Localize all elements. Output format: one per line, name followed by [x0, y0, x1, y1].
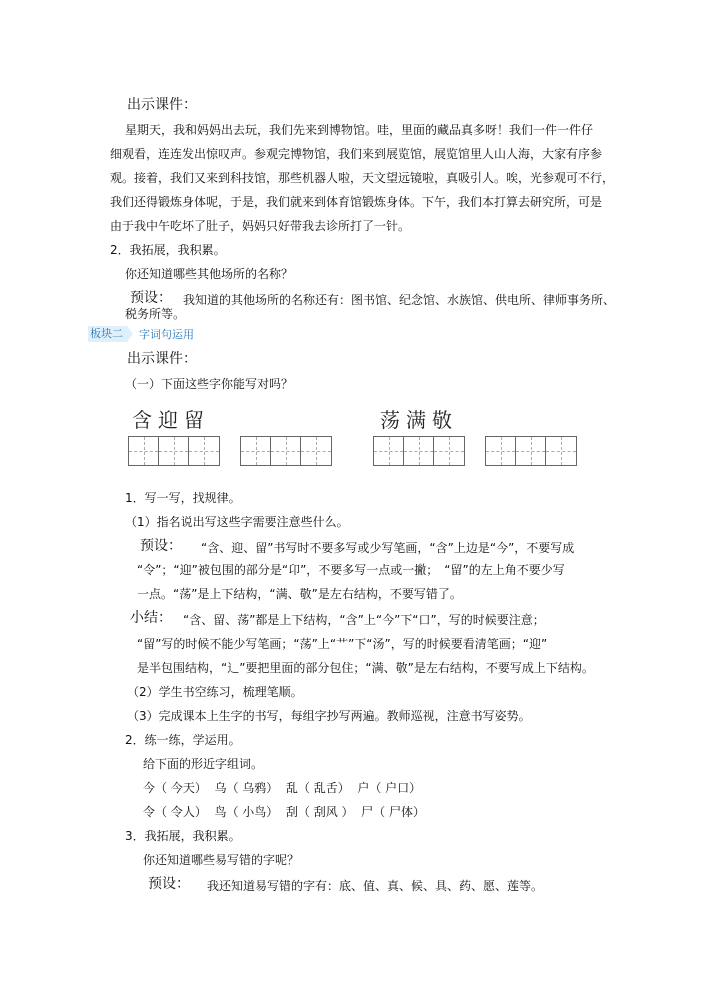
- grid-cell: [159, 437, 189, 465]
- preset-label: 预设：: [140, 538, 182, 554]
- item-1-1: （1）指名说出写这些字需要注意些什么。: [125, 515, 349, 529]
- grid-cell: [189, 437, 219, 465]
- preset-line-2: “令”；“迎”被包围的部分是“卬”，不要多写一点或一撇； “留”的左上角不要少写: [137, 563, 565, 577]
- grid-cell: [301, 437, 331, 465]
- item-2-heading: 2．我拓展，我积累。: [110, 243, 226, 257]
- summary-line-3: 是半包围结构，“辶”要把里面的部分包住；“满、敬”是左右结构，不要写成上下结构。: [137, 661, 594, 675]
- word-row-2: 令（ 令人） 鸟（ 小鸟） 刮（ 刮风 ） 尸（ 尸体）: [143, 805, 425, 819]
- item-2-heading: 2．练一练，学运用。: [125, 733, 241, 747]
- paragraph-line-3: 观。接着，我们又来到科技馆，那些机器人啦，天文望远镜啦，真吸引人。唉，光参观可不行，: [110, 171, 615, 185]
- writing-grid-2: [240, 436, 332, 466]
- paragraph-line-2: 细观看，连连发出惊叹声。参观完博物馆，我们来到展览馆，展览馆里人山人海，大家有序参: [110, 147, 603, 161]
- paragraph-line-5: 由于我中午吃坏了肚子，妈妈只好带我去诊所打了一针。: [110, 219, 411, 233]
- block-2-band: [88, 326, 194, 342]
- writing-grid-3: [373, 436, 465, 466]
- summary-label: 小结：: [130, 610, 172, 626]
- preset-line-3: 一点。“荡”是上下结构，“满、敬”是左右结构，不要写错了。: [137, 587, 462, 601]
- preset-line-1: “含、迎、留”书写时不要多写或少写笔画，“含”上边是“今”，不要写成: [201, 541, 575, 555]
- item-3-heading: 3．我拓展，我积累。: [125, 829, 241, 843]
- writing-grid-4: [485, 436, 577, 466]
- grid-cell: [434, 437, 464, 465]
- grid-cell: [516, 437, 546, 465]
- section2-subheading: （一）下面这些字你能写对吗？: [125, 377, 294, 391]
- word-row-1: 今（ 今天） 乌（ 乌鸦） 乱（ 乱舌） 户（ 户口）: [143, 781, 422, 795]
- grid-cell: [271, 437, 301, 465]
- grid-cell: [546, 437, 576, 465]
- answer-line-1: 我知道的其他场所的名称还有：图书馆、纪念馆、水族馆、供电所、律师事务所、: [183, 293, 616, 307]
- grid-cell: [241, 437, 271, 465]
- section1-heading: 出示课件：: [127, 97, 197, 113]
- characters-right: 荡满敬: [380, 408, 458, 432]
- item-1-heading: 1．写一写，找规律。: [125, 491, 241, 505]
- item-3-label: 预设：: [148, 876, 190, 892]
- summary-line-1: “含、留、荡”都是上下结构，“含”上“今”下“口”，写的时候要注意；: [183, 613, 545, 627]
- paragraph-line-4: 我们还得锻炼身体呢，于是，我们就来到体育馆锻炼身体。下午，我们本打算去研究所，可是: [110, 195, 603, 209]
- characters-left: 含迎留: [132, 408, 210, 432]
- summary-line-2: “留”写的时候不能少写笔画；“荡”上“艹”下“汤”，写的时候要看清笔画；“迎”: [137, 637, 548, 651]
- paragraph-line-1: 星期天，我和妈妈出去玩，我们先来到博物馆。哇，里面的藏品真多呀！我们一件一件仔: [125, 123, 594, 137]
- grid-cell: [129, 437, 159, 465]
- section2-heading: 出示课件：: [127, 351, 197, 367]
- item-2-description: 给下面的形近字组词。: [143, 757, 264, 771]
- block-2-title: 字词句运用: [139, 328, 194, 341]
- grid-cell: [404, 437, 434, 465]
- answer-label: 预设：: [130, 290, 172, 306]
- writing-grid-1: [128, 436, 220, 466]
- item-3-question: 你还知道哪些易写错的字呢？: [143, 853, 300, 867]
- item-1-2: （2）学生书空练习，梳理笔顺。: [127, 685, 303, 699]
- item-3-answer: 我还知道易写错的字有：底、值、真、候、具、药、愿、莲等。: [207, 879, 544, 893]
- question-text: 你还知道哪些其他场所的名称？: [125, 267, 294, 281]
- answer-line-2: 税务所等。: [125, 307, 186, 321]
- block-2-badge: 板块二: [88, 326, 127, 342]
- item-1-3: （3）完成课本上生字的书写，每组字抄写两遍。教师巡视，注意书写姿势。: [127, 709, 531, 723]
- grid-cell: [486, 437, 516, 465]
- grid-cell: [374, 437, 404, 465]
